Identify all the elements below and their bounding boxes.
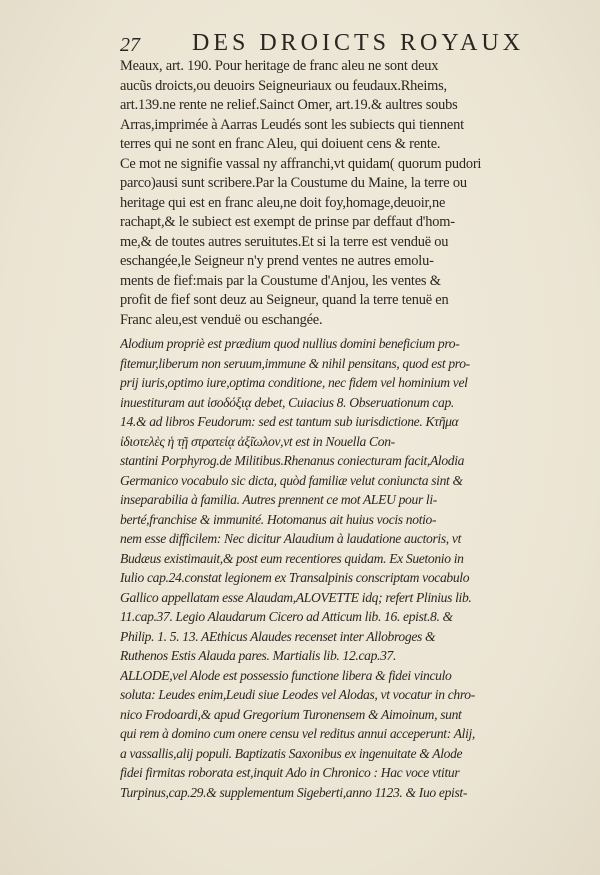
text-line: eschangée,le Seigneur n'y prend ventes ne autres emolu- [120, 253, 434, 269]
text-line: Germanico vocabulo sic dicta, quòd familiæ velut coniuncta sint & [120, 472, 463, 488]
text-line: Iulio cap.24.constat legionem ex Transalpinis conscriptam vocabulo [120, 570, 470, 585]
text-line: 14.& ad libros Feudorum: sed est tantum sub iurisdictione. Κτῆμα [120, 414, 459, 429]
text-line: heritage qui est en franc aleu,ne doit foy,homage,deuoir,ne [120, 194, 446, 211]
text-line: berté,franchise & immunité. Hotomanus ait huius vocis notio- [120, 511, 437, 527]
text-line: Budæus existimauit,& post eum recentiores quidam. Ex Suetonio in [120, 550, 464, 566]
text-line: Meaux, art. 190. Pour heritage de franc aleu ne sont deux [120, 58, 439, 74]
page-body [120, 57, 528, 802]
text-line: fitemur,liberum non seruum,immune & nihil pensitans, quod est pro- [120, 355, 470, 371]
running-head: DES DROICTS ROYAUX [192, 30, 525, 56]
paragraph-french [120, 57, 528, 330]
text-line: Philip. 1. 5. 13. AEthicus Alaudes recenset inter Allobroges & [120, 628, 436, 644]
text-line: inuestituram aut ἰσοδόξιᾳ debet, Cuiacius 8. Obseruationum cap. [120, 394, 454, 410]
text-line: Franc aleu,est venduë ou eschangée. [120, 311, 323, 328]
text-line: Arras,imprimée à Aarras Leudés sont les subiects qui tiennent [120, 116, 464, 133]
text-line: Turpinus,cap.29.& supplementum Sigeberti,anno 1123. & Iuo epist- [120, 784, 468, 800]
page-number: 27 [120, 34, 140, 56]
text-line: art.139.ne rente ne relief.Sainct Omer, art.19.& aultres soubs [120, 97, 458, 113]
text-line: inseparabilia à familia. Autres prennent ce mot ALEU pour li- [120, 492, 437, 507]
text-line: fidei firmitas roborata est,inquit Ado in Chronico : Hac voce vtitur [120, 765, 460, 780]
text-line: soluta: Leudes enim,Leudi siue Leodes vel Alodas, vt vocatur in chro- [120, 687, 475, 702]
text-line: ments de fief:mais par la Coustume d'Anjou, les ventes & [120, 272, 441, 289]
text-line: a vassallis,alij populi. Baptizatis Saxonibus ex ingenuitate & Alode [120, 745, 463, 761]
text-line: aucũs droicts,ou deuoirs Seigneuriaux ou feudaux.Rheims, [120, 77, 447, 94]
text-line: ALLODE,vel Alode est possessio functione libera & fidei vinculo [120, 667, 452, 683]
text-line: parco)ausi sunt scribere.Par la Coustume du Maine, la terre ou [120, 175, 467, 191]
text-line: stantini Porphyrog.de Militibus.Rhenanus coniecturam facit,Alodia [120, 453, 465, 468]
text-line: me,& de toutes autres seruitutes.Et si la terre est venduë ou [120, 233, 449, 250]
text-line: prij iuris,optimo iure,optima conditione, nec fidem vel hominium vel [120, 375, 468, 390]
paragraph-latin-alodium [120, 334, 528, 666]
text-line: rachapt,& le subiect est exempt de prinse par deffaut d'hom- [120, 214, 455, 230]
text-line: Ruthenos Estis Alauda pares. Martialis lib. 12.cap.37. [120, 648, 397, 663]
text-line: terres qui ne sont en franc Aleu, qui doiuent cens & rente. [120, 136, 441, 152]
text-line: nico Frodoardi,& apud Gregorium Turonensem & Aimoinum, sunt [120, 706, 462, 722]
text-line: profit de fief sont deuz au Seigneur, quand la terre tenuë en [120, 292, 449, 308]
text-line: Alodium propriè est prædium quod nullius domini beneficium pro- [120, 336, 460, 351]
paragraph-latin-allode [120, 666, 528, 803]
text-line: Ce mot ne signifie vassal ny affranchi,vt quidam( quorum pudori [120, 155, 482, 172]
text-line: ἰδιοτελὲς ἡ τῇ στρατείᾳ ἀξ̃ιωλον,vt est in Nouella Con- [120, 433, 395, 449]
text-line: 11.cap.37. Legio Alaudarum Cicero ad Atticum lib. 16. epist.8. & [120, 609, 453, 624]
text-line: qui rem à domino cum onere censu vel reditus annui acceperunt: Alij, [120, 726, 475, 741]
text-line: nem esse difficilem: Nec dicitur Alaudium à laudatione auctoris, vt [120, 531, 462, 546]
text-line: Gallico appellatam esse Alaudam,ALOVETTE idq; refert Plinius lib. [120, 589, 472, 605]
